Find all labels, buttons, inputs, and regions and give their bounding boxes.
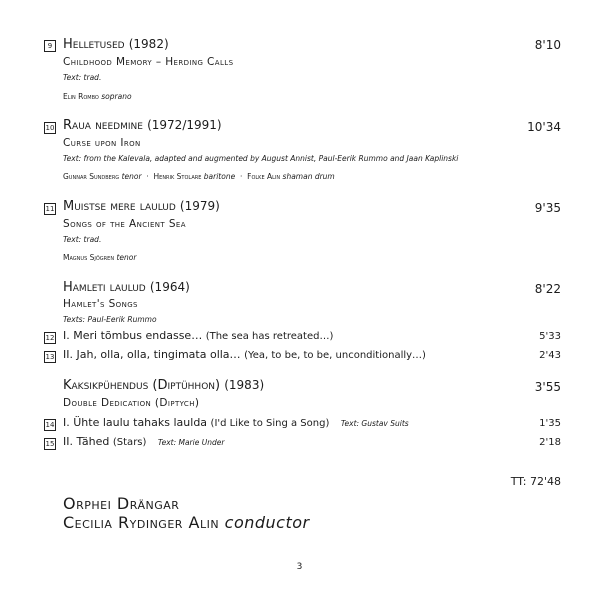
work-title xyxy=(63,199,220,214)
text-credit: Text: trad. xyxy=(63,73,102,82)
performers xyxy=(63,172,335,181)
work-title-text: Raua needmine xyxy=(63,118,143,133)
track-number: 15 xyxy=(45,440,55,448)
movement-name: II. Jah, olla, olla, tingimata olla… xyxy=(63,348,241,361)
performer-name: Elin Rombo xyxy=(63,92,99,101)
work-subtitle: Childhood Memory – Herding Calls xyxy=(63,56,234,68)
performer-role: tenor xyxy=(121,172,142,181)
performer-name: Henrik Stolare xyxy=(153,172,202,181)
movement-translation: (Stars) xyxy=(112,437,147,448)
movement-title xyxy=(63,329,333,342)
work-duration: 3'55 xyxy=(534,380,561,394)
performer-role: tenor xyxy=(116,253,137,262)
text-credit: Texts: Paul-Eerik Rummo xyxy=(63,315,157,324)
movement-duration: 2'43 xyxy=(539,350,561,361)
work-subtitle: Curse upon Iron xyxy=(63,137,141,149)
work-year: (1979) xyxy=(179,199,220,213)
movement-name: I. Meri tõmbus endasse… xyxy=(63,329,203,342)
movement-title xyxy=(63,435,224,448)
work-title xyxy=(63,378,264,393)
work-title-text: Muistse mere laulud xyxy=(63,199,176,214)
text-credit: Text: trad. xyxy=(63,235,102,244)
movement-name: I. Ühte laulu tahaks laulda xyxy=(63,416,208,429)
track-number: 10 xyxy=(45,124,55,132)
movement-text-credit: Text: Marie Under xyxy=(157,438,225,447)
work-year: (1983) xyxy=(224,378,265,392)
movement-translation: (Yea, to be, to be, unconditionally…) xyxy=(244,350,426,361)
movement-duration: 1'35 xyxy=(539,418,561,429)
separator: · xyxy=(146,172,149,181)
work-duration: 8'10 xyxy=(534,38,561,52)
work-title-text: Helletused xyxy=(63,37,125,52)
conductor xyxy=(63,513,310,532)
work-subtitle: Hamlet's Songs xyxy=(63,298,138,310)
work-title-text: Hamleti laulud xyxy=(63,280,146,295)
work-duration: 8'22 xyxy=(534,282,561,296)
performer-role: baritone xyxy=(203,172,236,181)
work-year: (1982) xyxy=(128,37,169,51)
work-title xyxy=(63,37,169,52)
track-number: 11 xyxy=(45,205,55,213)
track-number: 14 xyxy=(45,421,55,429)
text-credit: Text: from the Kalevala, adapted and augmented by August Annist, Paul-Eerik Rummo and Jaan Kaplinski xyxy=(63,154,459,163)
track-number: 12 xyxy=(45,334,55,342)
work-subtitle: Songs of the Ancient Sea xyxy=(63,218,186,230)
movement-title xyxy=(63,416,409,429)
movement-duration: 5'33 xyxy=(539,331,561,342)
page-number: 3 xyxy=(296,562,303,572)
performer-role: shaman drum xyxy=(282,172,335,181)
performer-name: Folke Alin xyxy=(247,172,281,181)
separator: · xyxy=(239,172,243,181)
performers xyxy=(63,253,136,262)
movement-title xyxy=(63,348,426,361)
work-subtitle: Double Dedication (Diptych) xyxy=(63,397,200,409)
work-year: (1972/1991) xyxy=(147,118,222,132)
performer-name: Magnus Sjögren xyxy=(63,253,115,262)
performer-name: Gunnar Sundberg xyxy=(63,172,120,181)
movement-duration: 2'18 xyxy=(539,437,561,448)
movement-text-credit: Text: Gustav Suits xyxy=(340,419,409,428)
performers xyxy=(63,92,132,101)
movement-translation: (I'd Like to Sing a Song) xyxy=(210,418,330,429)
work-title xyxy=(63,280,190,295)
total-time: TT: 72'48 xyxy=(510,475,561,488)
work-duration: 10'34 xyxy=(527,120,561,134)
work-title xyxy=(63,118,222,133)
choir-name: Orphei Drängar xyxy=(63,494,180,513)
track-number: 13 xyxy=(45,353,55,361)
work-year: (1964) xyxy=(149,280,190,294)
conductor-role: conductor xyxy=(224,513,310,532)
work-title-text: Kaksikpühendus (Diptühhon) xyxy=(63,378,221,393)
performer-role: soprano xyxy=(101,92,132,101)
work-duration: 9'35 xyxy=(534,201,561,215)
track-number: 9 xyxy=(44,40,56,52)
movement-name: II. Tähed xyxy=(63,435,110,448)
conductor-name: Cecilia Rydinger Alin xyxy=(63,513,220,532)
movement-translation: (The sea has retreated…) xyxy=(205,331,334,342)
